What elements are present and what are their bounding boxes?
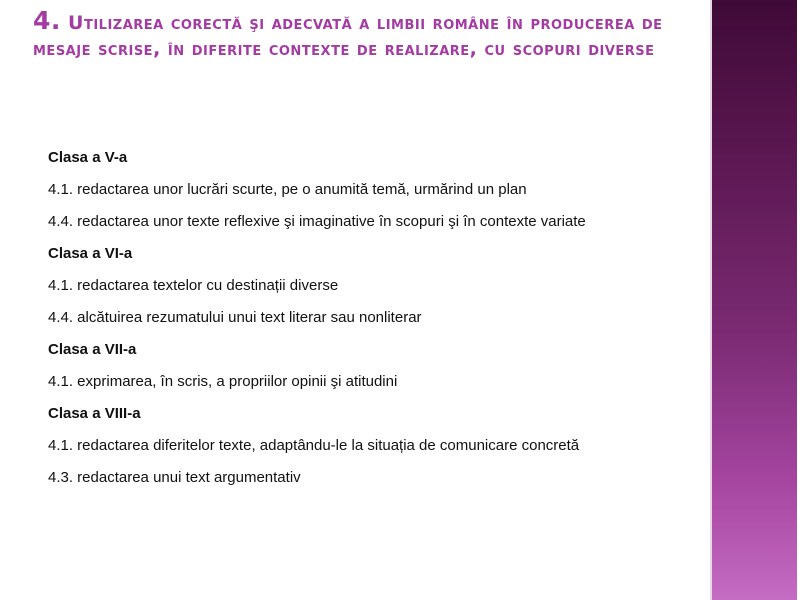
- competence-item: 4.1. redactarea textelor cu destinații diverse: [48, 277, 339, 294]
- title-text: Utilizarea corectă şi adecvată a limbii române în producerea de mesaje scrise, în diferite contexte de realizare, cu scopuri diverse: [33, 12, 663, 60]
- grade-heading-5: Clasa a V-a: [48, 149, 128, 166]
- competence-item: 4.1. exprimarea, în scris, a propriilor opinii şi atitudini: [48, 373, 398, 390]
- decorative-side-panel: [712, 0, 800, 600]
- competence-item: 4.4. alcătuirea rezumatului unui text literar sau nonliterar: [48, 309, 422, 326]
- competence-item: 4.4. redactarea unor texte reflexive şi imaginative în scopuri şi în contexte variate: [48, 213, 586, 230]
- title-number: 4.: [33, 6, 61, 35]
- grade-heading-7: Clasa a VII-a: [48, 341, 137, 358]
- competence-item: 4.3. redactarea unui text argumentativ: [48, 469, 301, 486]
- competence-item: 4.1. redactarea diferitelor texte, adaptându-le la situația de comunicare concretă: [48, 437, 580, 454]
- grade-heading-6: Clasa a VI-a: [48, 245, 133, 262]
- grade-heading-8: Clasa a VIII-a: [48, 405, 141, 422]
- slide-content: [48, 144, 688, 496]
- competence-item: 4.1. redactarea unor lucrări scurte, pe o anumită temă, urmărind un plan: [48, 181, 527, 198]
- slide-title: [33, 8, 693, 62]
